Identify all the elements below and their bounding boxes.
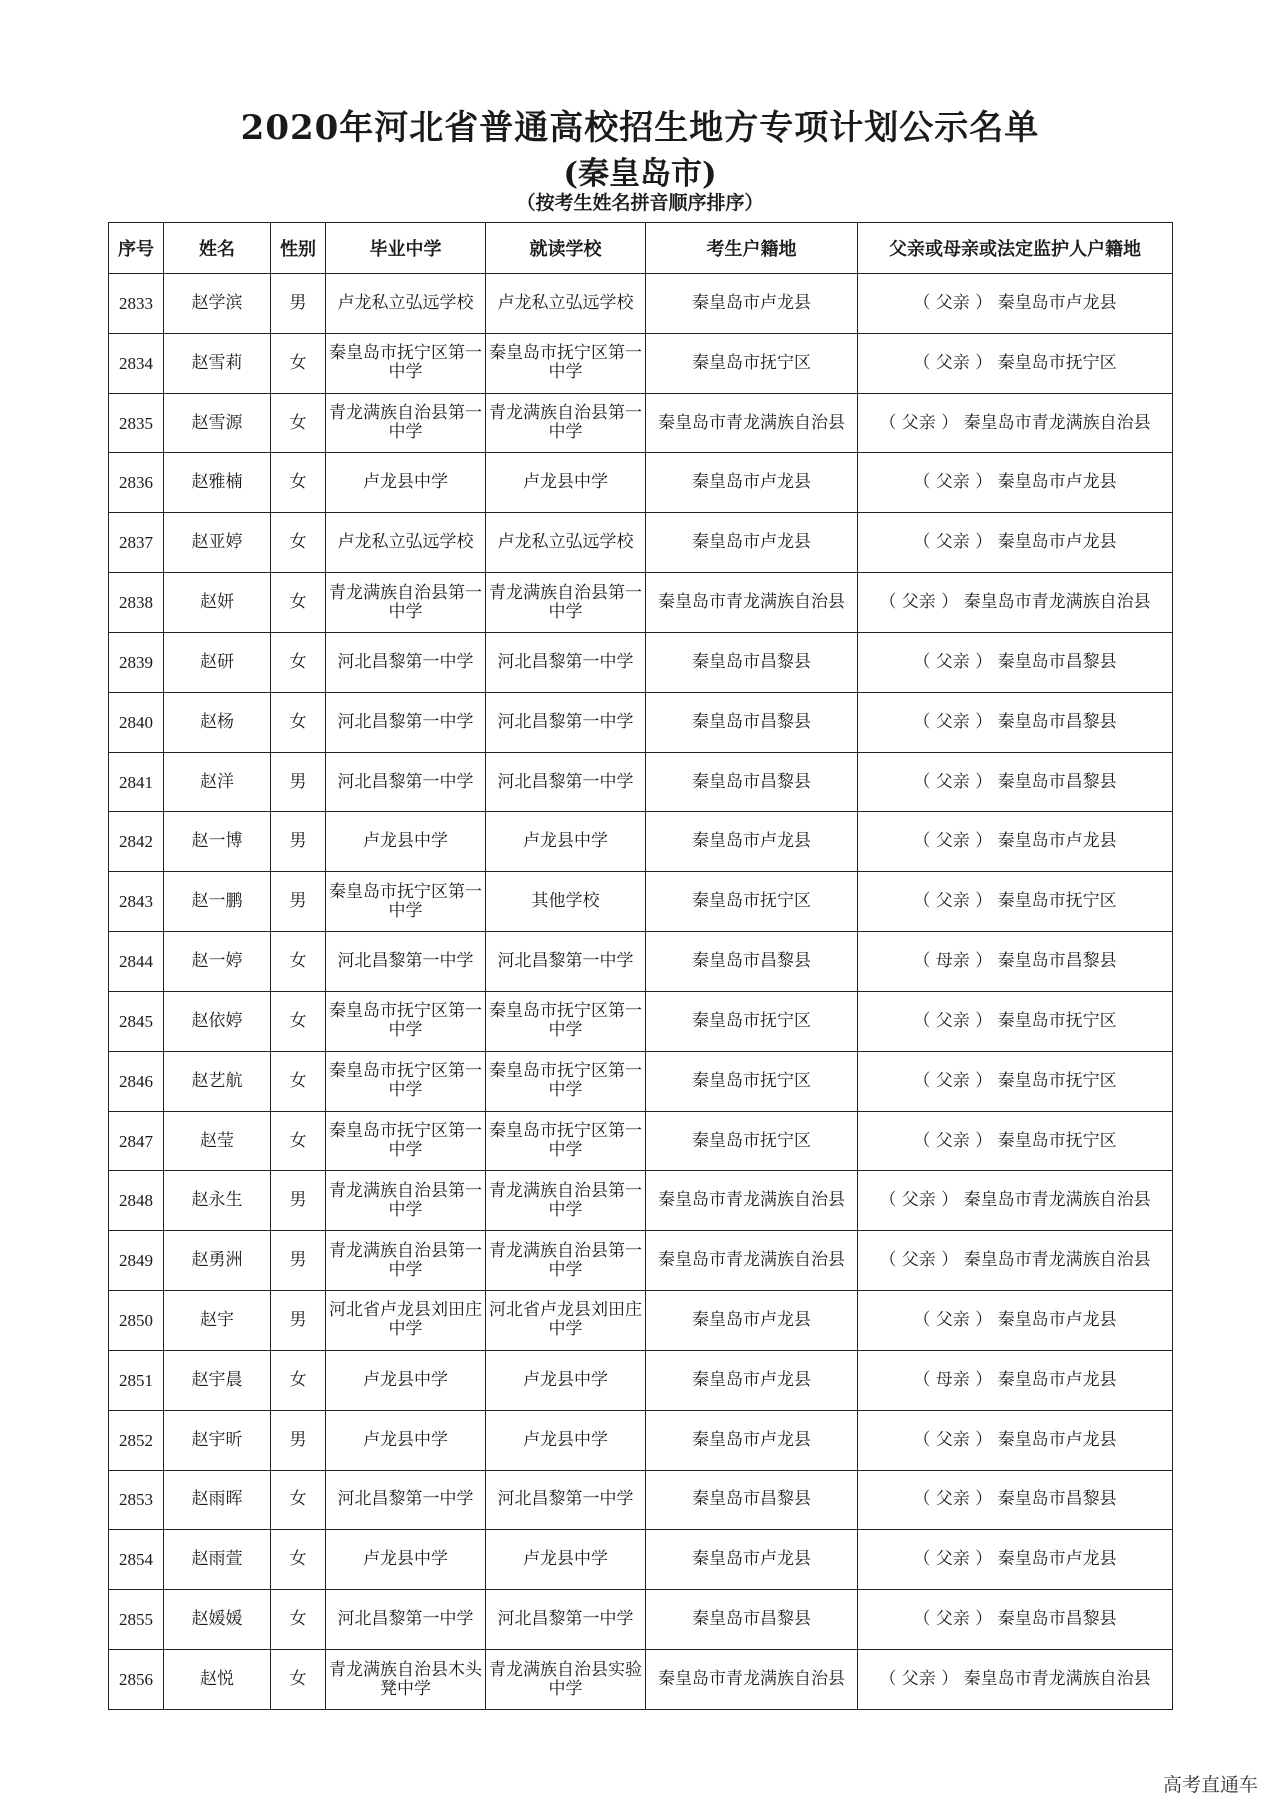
cell-household-registration: 秦皇岛市卢龙县: [646, 1410, 858, 1470]
cell-guardian-registration: （ 父亲 ） 秦皇岛市卢龙县: [858, 453, 1173, 513]
cell-household-registration: 秦皇岛市昌黎县: [646, 692, 858, 752]
cell-graduation-school: 卢龙私立弘远学校: [326, 513, 486, 573]
table-row: [109, 393, 1173, 453]
table-row: [109, 752, 1173, 812]
cell-gender: 女: [271, 1051, 326, 1111]
cell-index: 2849: [109, 1231, 164, 1291]
cell-graduation-school: 秦皇岛市抚宁区第一中学: [326, 872, 486, 932]
cell-current-school: 河北昌黎第一中学: [486, 632, 646, 692]
cell-current-school: 河北昌黎第一中学: [486, 752, 646, 812]
cell-name: 赵悦: [164, 1650, 271, 1710]
cell-current-school: 卢龙县中学: [486, 1410, 646, 1470]
cell-graduation-school: 秦皇岛市抚宁区第一中学: [326, 991, 486, 1051]
cell-index: 2851: [109, 1350, 164, 1410]
table-row: [109, 812, 1173, 872]
cell-current-school: 秦皇岛市抚宁区第一中学: [486, 1111, 646, 1171]
table-row: [109, 932, 1173, 992]
cell-household-registration: 秦皇岛市卢龙县: [646, 274, 858, 334]
cell-guardian-registration: （ 父亲 ） 秦皇岛市抚宁区: [858, 333, 1173, 393]
table-row: [109, 1231, 1173, 1291]
cell-current-school: 青龙满族自治县第一中学: [486, 393, 646, 453]
cell-household-registration: 秦皇岛市卢龙县: [646, 1530, 858, 1590]
cell-graduation-school: 卢龙县中学: [326, 1530, 486, 1590]
cell-household-registration: 秦皇岛市青龙满族自治县: [646, 573, 858, 633]
cell-guardian-registration: （ 父亲 ） 秦皇岛市抚宁区: [858, 872, 1173, 932]
table-row: [109, 1051, 1173, 1111]
cell-index: 2854: [109, 1530, 164, 1590]
table-row: [109, 513, 1173, 573]
cell-graduation-school: 河北省卢龙县刘田庄中学: [326, 1291, 486, 1351]
page-title: 2020年河北省普通高校招生地方专项计划公示名单: [240, 108, 1040, 148]
cell-graduation-school: 河北昌黎第一中学: [326, 752, 486, 812]
table-row: [109, 1350, 1173, 1410]
cell-index: 2839: [109, 632, 164, 692]
cell-guardian-registration: （ 父亲 ） 秦皇岛市卢龙县: [858, 812, 1173, 872]
cell-guardian-registration: （ 父亲 ） 秦皇岛市青龙满族自治县: [858, 1231, 1173, 1291]
table-row: [109, 573, 1173, 633]
cell-household-registration: 秦皇岛市卢龙县: [646, 453, 858, 513]
cell-current-school: 青龙满族自治县第一中学: [486, 1171, 646, 1231]
cell-current-school: 卢龙私立弘远学校: [486, 513, 646, 573]
cell-current-school: 卢龙县中学: [486, 453, 646, 513]
cell-graduation-school: 河北昌黎第一中学: [326, 1470, 486, 1530]
cell-guardian-registration: （ 父亲 ） 秦皇岛市昌黎县: [858, 692, 1173, 752]
cell-index: 2846: [109, 1051, 164, 1111]
cell-gender: 女: [271, 632, 326, 692]
cell-current-school: 秦皇岛市抚宁区第一中学: [486, 333, 646, 393]
cell-guardian-registration: （ 父亲 ） 秦皇岛市卢龙县: [858, 1291, 1173, 1351]
cell-gender: 女: [271, 1590, 326, 1650]
table-row: [109, 1470, 1173, 1530]
table-row: [109, 1650, 1173, 1710]
cell-current-school: 河北昌黎第一中学: [486, 1590, 646, 1650]
sort-note: （按考生姓名拼音顺序排序）: [516, 192, 764, 214]
cell-household-registration: 秦皇岛市昌黎县: [646, 932, 858, 992]
cell-gender: 女: [271, 333, 326, 393]
cell-name: 赵学滨: [164, 274, 271, 334]
cell-current-school: 卢龙县中学: [486, 1530, 646, 1590]
cell-name: 赵雨晖: [164, 1470, 271, 1530]
cell-household-registration: 秦皇岛市抚宁区: [646, 1111, 858, 1171]
cell-index: 2843: [109, 872, 164, 932]
cell-name: 赵一婷: [164, 932, 271, 992]
cell-current-school: 青龙满族自治县实验中学: [486, 1650, 646, 1710]
table-row: [109, 872, 1173, 932]
cell-name: 赵宇晨: [164, 1350, 271, 1410]
cell-current-school: 卢龙县中学: [486, 812, 646, 872]
cell-graduation-school: 卢龙私立弘远学校: [326, 274, 486, 334]
cell-household-registration: 秦皇岛市青龙满族自治县: [646, 1171, 858, 1231]
cell-gender: 男: [271, 752, 326, 812]
cell-gender: 男: [271, 1231, 326, 1291]
cell-gender: 男: [271, 872, 326, 932]
cell-index: 2840: [109, 692, 164, 752]
cell-guardian-registration: （ 父亲 ） 秦皇岛市青龙满族自治县: [858, 1650, 1173, 1710]
watermark-text: 高考直通车: [1162, 1774, 1258, 1796]
table-row: [109, 274, 1173, 334]
cell-name: 赵宇: [164, 1291, 271, 1351]
cell-index: 2837: [109, 513, 164, 573]
cell-graduation-school: 卢龙县中学: [326, 1410, 486, 1470]
cell-gender: 男: [271, 1410, 326, 1470]
cell-graduation-school: 青龙满族自治县第一中学: [326, 393, 486, 453]
col-header-guardian-registration: 父亲或母亲或法定监护人户籍地: [858, 223, 1173, 274]
cell-gender: 女: [271, 573, 326, 633]
table-row: [109, 1530, 1173, 1590]
col-header-graduation-school: 毕业中学: [326, 223, 486, 274]
cell-gender: 女: [271, 692, 326, 752]
cell-index: 2834: [109, 333, 164, 393]
cell-index: 2847: [109, 1111, 164, 1171]
cell-name: 赵雨萱: [164, 1530, 271, 1590]
cell-household-registration: 秦皇岛市昌黎县: [646, 752, 858, 812]
cell-name: 赵亚婷: [164, 513, 271, 573]
cell-current-school: 河北省卢龙县刘田庄中学: [486, 1291, 646, 1351]
cell-household-registration: 秦皇岛市昌黎县: [646, 632, 858, 692]
cell-name: 赵永生: [164, 1171, 271, 1231]
cell-name: 赵勇洲: [164, 1231, 271, 1291]
cell-graduation-school: 卢龙县中学: [326, 812, 486, 872]
candidate-table: [108, 222, 1173, 1710]
cell-guardian-registration: （ 父亲 ） 秦皇岛市卢龙县: [858, 274, 1173, 334]
cell-guardian-registration: （ 父亲 ） 秦皇岛市昌黎县: [858, 1590, 1173, 1650]
cell-gender: 女: [271, 513, 326, 573]
cell-current-school: 其他学校: [486, 872, 646, 932]
cell-index: 2835: [109, 393, 164, 453]
cell-name: 赵一博: [164, 812, 271, 872]
cell-name: 赵洋: [164, 752, 271, 812]
cell-current-school: 青龙满族自治县第一中学: [486, 1231, 646, 1291]
cell-guardian-registration: （ 父亲 ） 秦皇岛市卢龙县: [858, 513, 1173, 573]
cell-index: 2844: [109, 932, 164, 992]
cell-current-school: 青龙满族自治县第一中学: [486, 573, 646, 633]
cell-gender: 女: [271, 1111, 326, 1171]
cell-graduation-school: 青龙满族自治县第一中学: [326, 573, 486, 633]
cell-index: 2842: [109, 812, 164, 872]
cell-guardian-registration: （ 父亲 ） 秦皇岛市昌黎县: [858, 632, 1173, 692]
cell-name: 赵一鹏: [164, 872, 271, 932]
table-row: [109, 1590, 1173, 1650]
cell-gender: 男: [271, 274, 326, 334]
cell-name: 赵杨: [164, 692, 271, 752]
table-row: [109, 1410, 1173, 1470]
table-row: [109, 1171, 1173, 1231]
cell-guardian-registration: （ 父亲 ） 秦皇岛市昌黎县: [858, 1470, 1173, 1530]
cell-current-school: 河北昌黎第一中学: [486, 1470, 646, 1530]
cell-gender: 女: [271, 1530, 326, 1590]
cell-gender: 女: [271, 1350, 326, 1410]
cell-household-registration: 秦皇岛市昌黎县: [646, 1470, 858, 1530]
cell-graduation-school: 青龙满族自治县第一中学: [326, 1171, 486, 1231]
cell-household-registration: 秦皇岛市卢龙县: [646, 1291, 858, 1351]
cell-current-school: 卢龙私立弘远学校: [486, 274, 646, 334]
cell-current-school: 秦皇岛市抚宁区第一中学: [486, 991, 646, 1051]
cell-index: 2841: [109, 752, 164, 812]
cell-index: 2850: [109, 1291, 164, 1351]
cell-index: 2856: [109, 1650, 164, 1710]
cell-guardian-registration: （ 母亲 ） 秦皇岛市卢龙县: [858, 1350, 1173, 1410]
cell-index: 2853: [109, 1470, 164, 1530]
table-row: [109, 692, 1173, 752]
col-header-household-registration: 考生户籍地: [646, 223, 858, 274]
cell-index: 2836: [109, 453, 164, 513]
table-row: [109, 991, 1173, 1051]
col-header-name: 姓名: [164, 223, 271, 274]
col-header-gender: 性别: [271, 223, 326, 274]
cell-gender: 女: [271, 1650, 326, 1710]
cell-graduation-school: 青龙满族自治县第一中学: [326, 1231, 486, 1291]
cell-graduation-school: 秦皇岛市抚宁区第一中学: [326, 1051, 486, 1111]
cell-guardian-registration: （ 父亲 ） 秦皇岛市抚宁区: [858, 1111, 1173, 1171]
cell-guardian-registration: （ 父亲 ） 秦皇岛市青龙满族自治县: [858, 1171, 1173, 1231]
cell-current-school: 河北昌黎第一中学: [486, 692, 646, 752]
table-header-row: [109, 223, 1173, 274]
cell-name: 赵依婷: [164, 991, 271, 1051]
cell-name: 赵雪莉: [164, 333, 271, 393]
cell-household-registration: 秦皇岛市抚宁区: [646, 333, 858, 393]
cell-household-registration: 秦皇岛市卢龙县: [646, 812, 858, 872]
cell-current-school: 河北昌黎第一中学: [486, 932, 646, 992]
cell-graduation-school: 河北昌黎第一中学: [326, 632, 486, 692]
cell-gender: 男: [271, 812, 326, 872]
cell-household-registration: 秦皇岛市青龙满族自治县: [646, 1650, 858, 1710]
cell-guardian-registration: （ 父亲 ） 秦皇岛市青龙满族自治县: [858, 573, 1173, 633]
cell-graduation-school: 河北昌黎第一中学: [326, 932, 486, 992]
cell-index: 2838: [109, 573, 164, 633]
cell-gender: 女: [271, 393, 326, 453]
table-row: [109, 1111, 1173, 1171]
cell-index: 2845: [109, 991, 164, 1051]
cell-gender: 女: [271, 991, 326, 1051]
cell-household-registration: 秦皇岛市青龙满族自治县: [646, 1231, 858, 1291]
cell-graduation-school: 卢龙县中学: [326, 1350, 486, 1410]
cell-guardian-registration: （ 母亲 ） 秦皇岛市昌黎县: [858, 932, 1173, 992]
cell-household-registration: 秦皇岛市昌黎县: [646, 1590, 858, 1650]
cell-index: 2848: [109, 1171, 164, 1231]
col-header-current-school: 就读学校: [486, 223, 646, 274]
cell-graduation-school: 卢龙县中学: [326, 453, 486, 513]
cell-name: 赵研: [164, 632, 271, 692]
cell-name: 赵妍: [164, 573, 271, 633]
cell-gender: 女: [271, 932, 326, 992]
cell-guardian-registration: （ 父亲 ） 秦皇岛市抚宁区: [858, 991, 1173, 1051]
cell-name: 赵媛媛: [164, 1590, 271, 1650]
cell-current-school: 秦皇岛市抚宁区第一中学: [486, 1051, 646, 1111]
cell-gender: 男: [271, 1291, 326, 1351]
cell-name: 赵雅楠: [164, 453, 271, 513]
cell-index: 2833: [109, 274, 164, 334]
cell-graduation-school: 青龙满族自治县木头凳中学: [326, 1650, 486, 1710]
page-subtitle: (秦皇岛市): [563, 156, 717, 192]
cell-gender: 女: [271, 453, 326, 513]
cell-index: 2855: [109, 1590, 164, 1650]
table-body: [109, 274, 1173, 1710]
cell-name: 赵雪源: [164, 393, 271, 453]
cell-graduation-school: 秦皇岛市抚宁区第一中学: [326, 333, 486, 393]
cell-graduation-school: 河北昌黎第一中学: [326, 692, 486, 752]
cell-graduation-school: 河北昌黎第一中学: [326, 1590, 486, 1650]
col-header-index: 序号: [109, 223, 164, 274]
cell-gender: 男: [271, 1171, 326, 1231]
cell-guardian-registration: （ 父亲 ） 秦皇岛市昌黎县: [858, 752, 1173, 812]
cell-name: 赵艺航: [164, 1051, 271, 1111]
table-row: [109, 1291, 1173, 1351]
cell-name: 赵莹: [164, 1111, 271, 1171]
cell-guardian-registration: （ 父亲 ） 秦皇岛市卢龙县: [858, 1530, 1173, 1590]
cell-household-registration: 秦皇岛市抚宁区: [646, 1051, 858, 1111]
table-row: [109, 333, 1173, 393]
cell-name: 赵宇昕: [164, 1410, 271, 1470]
cell-index: 2852: [109, 1410, 164, 1470]
cell-guardian-registration: （ 父亲 ） 秦皇岛市抚宁区: [858, 1051, 1173, 1111]
table-row: [109, 632, 1173, 692]
cell-household-registration: 秦皇岛市卢龙县: [646, 513, 858, 573]
cell-graduation-school: 秦皇岛市抚宁区第一中学: [326, 1111, 486, 1171]
cell-household-registration: 秦皇岛市青龙满族自治县: [646, 393, 858, 453]
cell-household-registration: 秦皇岛市卢龙县: [646, 1350, 858, 1410]
cell-guardian-registration: （ 父亲 ） 秦皇岛市青龙满族自治县: [858, 393, 1173, 453]
cell-gender: 女: [271, 1470, 326, 1530]
cell-guardian-registration: （ 父亲 ） 秦皇岛市卢龙县: [858, 1410, 1173, 1470]
table-row: [109, 453, 1173, 513]
cell-household-registration: 秦皇岛市抚宁区: [646, 991, 858, 1051]
cell-current-school: 卢龙县中学: [486, 1350, 646, 1410]
cell-household-registration: 秦皇岛市抚宁区: [646, 872, 858, 932]
